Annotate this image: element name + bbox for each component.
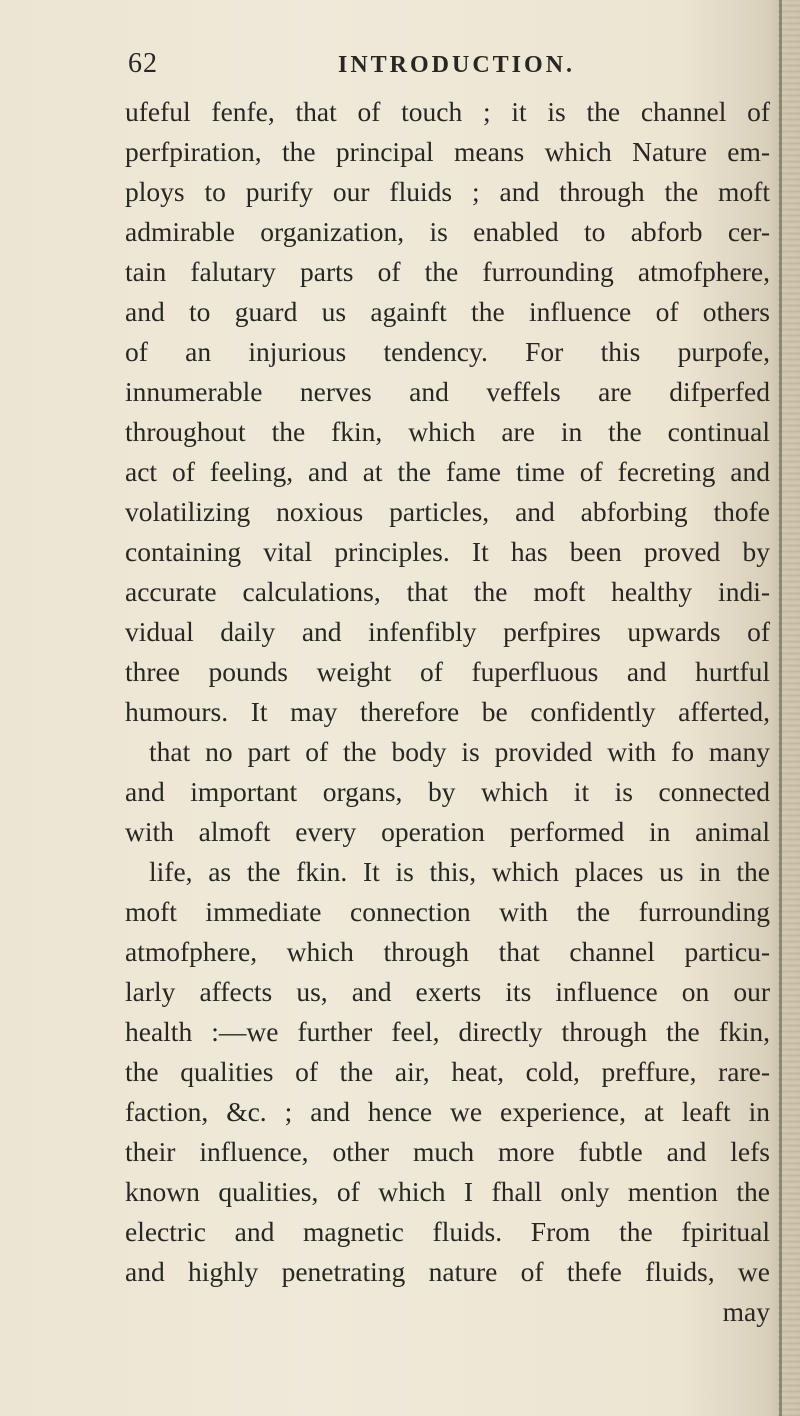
text-line: that no part of the body is provided with fo many xyxy=(149,736,770,767)
text-line: humours. It may therefore be confidently afferted, xyxy=(125,696,770,727)
text-line: admirable organization, is enabled to abforb cer- xyxy=(125,216,770,247)
body-text xyxy=(125,92,770,1332)
text-line: ufeful fenfe, that of touch ; it is the channel of xyxy=(125,96,770,127)
text-line: perfpiration, the principal means which Nature em- xyxy=(125,136,770,167)
text-line: and to guard us againft the influence of others xyxy=(125,296,770,327)
text-line: volatilizing noxious particles, and abforbing thofe xyxy=(125,496,770,527)
text-line: atmofphere, which through that channel particu- xyxy=(125,936,770,967)
text-line: health :—we further feel, directly through the fkin, xyxy=(125,1016,770,1047)
text-line: vidual daily and infenfibly perfpires upwards of xyxy=(125,616,770,647)
text-line: and highly penetrating nature of thefe fluids, we xyxy=(125,1256,770,1287)
text-line: moft immediate connection with the furrounding xyxy=(125,896,770,927)
text-line: containing vital principles. It has been proved by xyxy=(125,536,770,567)
text-line: and important organs, by which it is connected xyxy=(125,776,770,807)
text-line: faction, &c. ; and hence we experience, at leaft in xyxy=(125,1096,770,1127)
text-line: the qualities of the air, heat, cold, preffure, rare- xyxy=(125,1056,770,1087)
text-line: of an injurious tendency. For this purpofe, xyxy=(125,336,770,367)
text-line: throughout the fkin, which are in the continual xyxy=(125,416,770,447)
text-line: three pounds weight of fuperfluous and hurtful xyxy=(125,656,770,687)
text-line: larly affects us, and exerts its influence on our xyxy=(125,976,770,1007)
text-line: innumerable nerves and veffels are difperfed xyxy=(125,376,770,407)
catchword: may xyxy=(722,1296,770,1327)
text-line: accurate calculations, that the moft healthy indi- xyxy=(125,576,770,607)
text-line: tain falutary parts of the furrounding atmofphere, xyxy=(125,256,770,287)
text-line: act of feeling, and at the fame time of fecreting and xyxy=(125,456,770,487)
text-line: their influence, other much more fubtle and lefs xyxy=(125,1136,770,1167)
text-line: ploys to purify our fluids ; and through the moft xyxy=(125,176,770,207)
text-line: electric and magnetic fluids. From the fpiritual xyxy=(125,1216,770,1247)
binding-shadow xyxy=(779,0,782,1416)
page-number: 62 xyxy=(128,48,158,79)
page-header xyxy=(128,48,768,88)
text-line: life, as the fkin. It is this, which places us in the xyxy=(149,856,770,887)
text-line: with almoft every operation performed in animal xyxy=(125,816,770,847)
text-line: known qualities, of which I fhall only mention the xyxy=(125,1176,770,1207)
running-head: INTRODUCTION. xyxy=(338,52,576,78)
